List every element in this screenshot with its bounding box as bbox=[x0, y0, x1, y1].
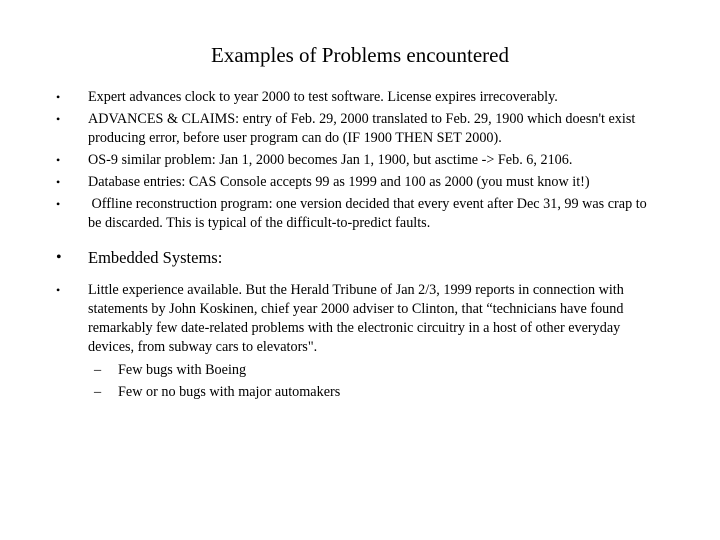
sub-bullet-text: Few or no bugs with major automakers bbox=[118, 384, 341, 400]
bullet-text: Little experience available. But the Herald Tribune of Jan 2/3, 1999 reports in connection with statements by John Koskinen, chief year 2000 adviser to Clinton, that “technicians have found remarkably few date-related problems with the electronic circuitry in a host of other everyday devices, from subway cars to elevators". bbox=[88, 282, 624, 355]
bullet-item bbox=[56, 173, 656, 192]
bullet-text: ADVANCES & CLAIMS: entry of Feb. 29, 2000 translated to Feb. 29, 1900 which doesn't exist producing error, before user program can do (IF 1900 THEN SET 2000). bbox=[88, 111, 636, 146]
sub-bullet-item bbox=[88, 381, 656, 403]
bullet-icon: • bbox=[56, 153, 61, 167]
bullet-item bbox=[56, 281, 656, 403]
bullet-icon: • bbox=[56, 90, 61, 104]
bullet-item bbox=[56, 195, 656, 233]
sub-bullet-list bbox=[88, 359, 656, 403]
bullet-icon: • bbox=[56, 112, 61, 126]
bullet-item bbox=[56, 88, 656, 107]
slide-title: Examples of Problems encountered bbox=[211, 43, 509, 67]
bullet-icon: • bbox=[56, 249, 62, 266]
bullet-icon: • bbox=[56, 175, 61, 189]
bullet-item-heading bbox=[56, 247, 656, 269]
bullet-icon: • bbox=[56, 283, 61, 297]
bullet-item bbox=[56, 110, 656, 148]
bullet-item bbox=[56, 151, 656, 170]
dash-icon: – bbox=[94, 362, 102, 378]
bullet-text: Offline reconstruction program: one version decided that every event after Dec 31, 99 was crap to be discarded. This is typical of the difficult-to-predict faults. bbox=[88, 196, 651, 231]
bullet-text: OS-9 similar problem: Jan 1, 2000 becomes Jan 1, 1900, but asctime -> Feb. 6, 2106. bbox=[88, 152, 573, 168]
sub-bullet-text: Few bugs with Boeing bbox=[118, 362, 247, 378]
bullet-text: Database entries: CAS Console accepts 99 as 1999 and 100 as 2000 (you must know it!) bbox=[88, 174, 590, 190]
bullet-text: Embedded Systems: bbox=[88, 248, 223, 267]
sub-bullet-item bbox=[88, 359, 656, 381]
bullet-icon: • bbox=[56, 197, 61, 211]
bullet-list bbox=[56, 88, 656, 406]
dash-icon: – bbox=[94, 384, 102, 400]
bullet-text: Expert advances clock to year 2000 to test software. License expires irrecoverably. bbox=[88, 89, 558, 105]
